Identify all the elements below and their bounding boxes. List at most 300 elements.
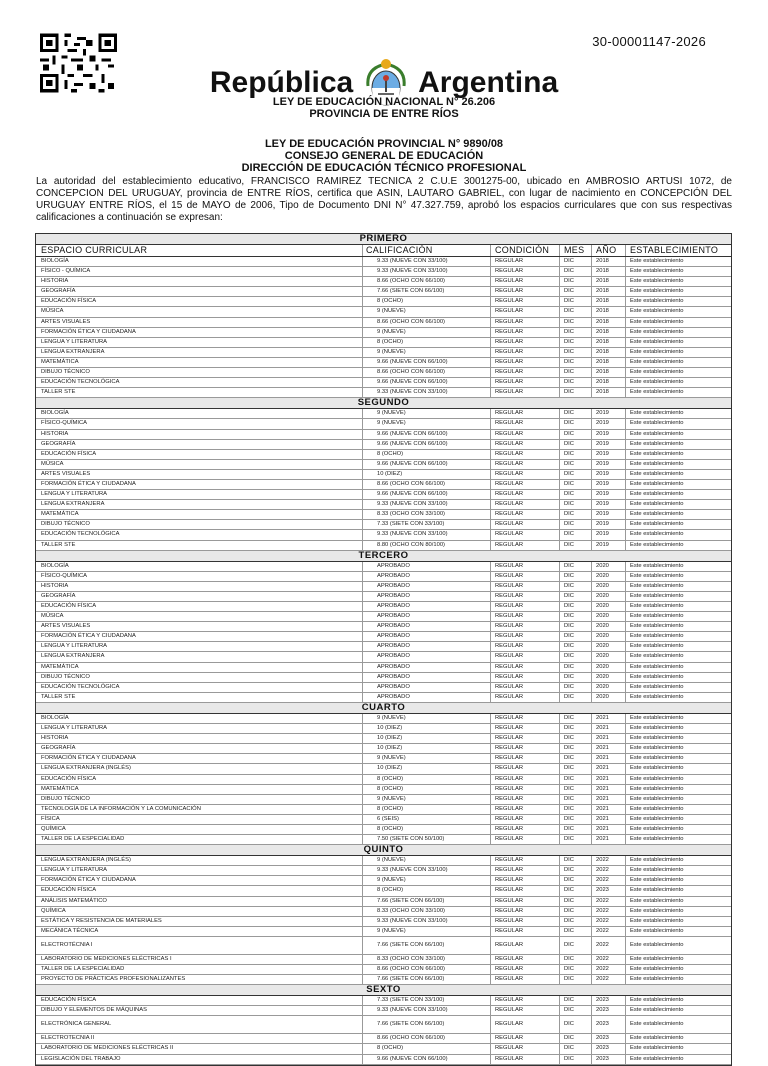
table-row [36,612,731,622]
month-cell: DIC [560,530,592,539]
condition-cell: REGULAR [491,754,560,763]
table-row [36,805,731,815]
month-cell: DIC [560,876,592,885]
table-row [36,652,731,662]
institution-cell: Este establecimiento [630,318,684,325]
year-cell: 2020 [592,652,626,661]
condition-cell: REGULAR [491,388,560,397]
table-row [36,480,731,490]
institution-cell: Este establecimiento [630,897,684,904]
condition-cell: REGULAR [491,764,560,773]
month-cell: DIC [560,257,592,266]
column-header: ESTABLECIMIENTO [630,245,719,255]
grades-table [35,233,732,1066]
grade-cell: 9.66 (NUEVE CON 66/100) [363,1055,491,1064]
grade-cell: 8.80 (OCHO CON 80/100) [363,541,491,550]
table-row [36,530,731,540]
institution-cell: Este establecimiento [630,1007,684,1014]
title-right: Argentina [418,66,559,99]
grade-cell: APROBADO [363,612,491,621]
grade-cell: 10 (DIEZ) [363,764,491,773]
grade-cell: 9.33 (NUEVE CON 33/100) [363,1006,491,1015]
condition-cell: REGULAR [491,277,560,286]
table-row [36,965,731,975]
grade-cell: 8.66 (OCHO CON 66/100) [363,318,491,327]
condition-cell: REGULAR [491,1006,560,1015]
institution-cell: Este establecimiento [630,765,684,772]
grade-cell: APROBADO [363,592,491,601]
year-cell: 2018 [592,348,626,357]
table-row [36,592,731,602]
grade-cell: 9.66 (NUEVE CON 66/100) [363,378,491,387]
grade-cell: 7.33 (SIETE CON 33/100) [363,996,491,1005]
grade-cell: 9.33 (NUEVE CON 33/100) [363,917,491,926]
institution-cell: Este establecimiento [630,268,684,275]
month-cell: DIC [560,642,592,651]
year-cell: 2023 [592,1044,626,1053]
year-cell: 2019 [592,541,626,550]
grade-cell: 8.33 (OCHO CON 33/100) [363,955,491,964]
month-cell: DIC [560,409,592,418]
provincial-law: LEY DE EDUCACIÓN PROVINCIAL N° 9890/08 [264,138,504,150]
condition-cell: REGULAR [491,866,560,875]
year-cell: 2020 [592,572,626,581]
subject-cell: ELECTROTECNIA II [36,1034,363,1043]
subject-cell: GEOGRAFÍA [36,744,363,753]
institution-cell: Este establecimiento [630,1035,684,1042]
institution-cell: Este establecimiento [630,927,684,934]
month-cell: DIC [560,917,592,926]
subject-cell: ARTES VISUALES [36,318,363,327]
grade-cell: 10 (DIEZ) [363,724,491,733]
subject-cell: FÍSICO-QUÍMICA [36,572,363,581]
subject-cell: LENGUA EXTRANJERA [36,348,363,357]
grade-cell: 9.33 (NUEVE CON 33/100) [363,257,491,266]
month-cell: DIC [560,996,592,1005]
subject-cell: MATEMÁTICA [36,358,363,367]
institution-cell: Este establecimiento [630,348,684,355]
institution-cell: Este establecimiento [630,693,684,700]
year-cell: 2020 [592,632,626,641]
condition-cell: REGULAR [491,440,560,449]
institution-cell: Este establecimiento [630,795,684,802]
month-cell: DIC [560,440,592,449]
year-cell: 2023 [592,1016,626,1033]
institution-cell: Este establecimiento [630,775,684,782]
institution-cell: Este establecimiento [630,755,684,762]
table-row [36,734,731,744]
table-row [36,632,731,642]
condition-cell: REGULAR [491,1055,560,1064]
grade-cell: 9.33 (NUEVE CON 33/100) [363,500,491,509]
table-row [36,866,731,876]
subject-cell: TALLER STE [36,541,363,550]
year-cell: 2022 [592,897,626,906]
table-row [36,876,731,886]
grade-cell: 9 (NUEVE) [363,419,491,428]
table-row [36,582,731,592]
condition-cell: REGULAR [491,965,560,974]
month-cell: DIC [560,277,592,286]
year-cell: 2019 [592,450,626,459]
table-row [36,358,731,368]
subject-cell: BIOLOGÍA [36,714,363,723]
year-cell: 2023 [592,886,626,895]
year-cell: 2019 [592,510,626,519]
year-cell: 2023 [592,1034,626,1043]
institution-cell: Este establecimiento [630,379,684,386]
month-cell: DIC [560,785,592,794]
table-row [36,602,731,612]
year-cell: 2021 [592,754,626,763]
condition-cell: REGULAR [491,734,560,743]
grade-cell: 8 (OCHO) [363,338,491,347]
subject-cell: DIBUJO TÉCNICO [36,368,363,377]
month-cell: DIC [560,907,592,916]
year-cell: 2021 [592,835,626,844]
column-header: ESPACIO CURRICULAR [36,245,363,256]
column-header: MES [560,245,592,256]
grade-cell: 9.66 (NUEVE CON 66/100) [363,430,491,439]
institution-cell: Este establecimiento [630,976,684,983]
institution-cell: Este establecimiento [630,501,684,508]
subject-cell: GEOGRAFÍA [36,287,363,296]
subject-cell: DIBUJO TÉCNICO [36,673,363,682]
grade-cell: 9 (NUEVE) [363,328,491,337]
condition-cell: REGULAR [491,338,560,347]
year-cell: 2018 [592,328,626,337]
year-cell: 2018 [592,277,626,286]
year-cell: 2021 [592,724,626,733]
direction-name: DIRECCIÓN DE EDUCACIÓN TÉCNICO PROFESIONAL [241,162,527,174]
subject-cell: EDUCACIÓN FÍSICA [36,886,363,895]
grade-cell: 9.66 (NUEVE CON 66/100) [363,440,491,449]
condition-cell: REGULAR [491,582,560,591]
institution-cell: Este establecimiento [630,511,684,518]
year-cell: 2021 [592,744,626,753]
month-cell: DIC [560,673,592,682]
table-row [36,775,731,785]
subject-cell: QUÍMICA [36,907,363,916]
institution-cell: Este establecimiento [630,531,684,538]
subject-cell: LENGUA Y LITERATURA [36,724,363,733]
month-cell: DIC [560,510,592,519]
grade-cell: 8 (OCHO) [363,297,491,306]
table-row [36,937,731,955]
institution-cell: Este establecimiento [630,836,684,843]
institution-cell: Este establecimiento [630,663,684,670]
table-row [36,1034,731,1044]
table-row [36,917,731,927]
institution-cell: Este establecimiento [630,714,684,721]
condition-cell: REGULAR [491,1016,560,1033]
institution-cell: Este establecimiento [630,867,684,874]
year-cell: 2021 [592,734,626,743]
grade-cell: 8.66 (OCHO CON 66/100) [363,965,491,974]
condition-cell: REGULAR [491,785,560,794]
condition-cell: REGULAR [491,714,560,723]
institution-cell: Este establecimiento [630,592,684,599]
month-cell: DIC [560,975,592,984]
subject-cell: HISTORIA [36,734,363,743]
condition-cell: REGULAR [491,307,560,316]
year-cell: 2020 [592,582,626,591]
month-cell: DIC [560,318,592,327]
table-row [36,490,731,500]
institution-cell: Este establecimiento [630,440,684,447]
table-row [36,795,731,805]
month-cell: DIC [560,348,592,357]
table-row [36,419,731,429]
institution-cell: Este establecimiento [630,1021,684,1028]
year-cell: 2023 [592,1055,626,1064]
grade-cell: 7.50 (SIETE CON 50/100) [363,835,491,844]
table-row [36,318,731,328]
grade-cell: 9.66 (NUEVE CON 66/100) [363,460,491,469]
subject-cell: EDUCACIÓN FÍSICA [36,996,363,1005]
grade-cell: 9 (NUEVE) [363,307,491,316]
grade-cell: 9 (NUEVE) [363,348,491,357]
month-cell: DIC [560,328,592,337]
subject-cell: MATEMÁTICA [36,785,363,794]
condition-cell: REGULAR [491,683,560,692]
page-title [0,56,768,99]
institution-cell: Este establecimiento [630,643,684,650]
month-cell: DIC [560,754,592,763]
table-row [36,825,731,835]
institution-cell: Este establecimiento [630,541,684,548]
subject-cell: MECÁNICA TÉCNICA [36,927,363,936]
subject-cell: FORMACIÓN ÉTICA Y CIUDADANA [36,876,363,885]
month-cell: DIC [560,825,592,834]
table-row [36,714,731,724]
month-cell: DIC [560,358,592,367]
table-row [36,470,731,480]
institution-cell: Este establecimiento [630,491,684,498]
grade-cell: 9.66 (NUEVE CON 66/100) [363,490,491,499]
subject-cell: LENGUA EXTRANJERA [36,652,363,661]
grade-cell: 9 (NUEVE) [363,856,491,865]
table-row [36,409,731,419]
table-row [36,500,731,510]
condition-cell: REGULAR [491,490,560,499]
month-cell: DIC [560,267,592,276]
grade-cell: APROBADO [363,572,491,581]
table-row [36,510,731,520]
institution-cell: Este establecimiento [630,369,684,376]
subject-cell: MÚSICA [36,307,363,316]
subject-cell: EDUCACIÓN FÍSICA [36,450,363,459]
table-row [36,460,731,470]
condition-cell: REGULAR [491,328,560,337]
grade-cell: 8.66 (OCHO CON 66/100) [363,368,491,377]
month-cell: DIC [560,1034,592,1043]
condition-cell: REGULAR [491,267,560,276]
month-cell: DIC [560,744,592,753]
table-row [36,663,731,673]
condition-cell: REGULAR [491,642,560,651]
month-cell: DIC [560,470,592,479]
subject-cell: LENGUA EXTRANJERA [36,500,363,509]
year-cell: 2018 [592,307,626,316]
institution-cell: Este establecimiento [630,673,684,680]
grade-cell: 7.66 (SIETE CON 66/100) [363,287,491,296]
subject-cell: FORMACIÓN ÉTICA Y CIUDADANA [36,480,363,489]
year-cell: 2020 [592,693,626,702]
column-header: CALIFICACIÓN [363,245,491,256]
institution-cell: Este establecimiento [630,877,684,884]
condition-cell: REGULAR [491,602,560,611]
institution-cell: Este establecimiento [630,410,684,417]
year-cell: 2019 [592,520,626,529]
title-left: República [209,66,354,99]
subject-cell: TALLER DE LA ESPECIALIDAD [36,965,363,974]
month-cell: DIC [560,460,592,469]
month-cell: DIC [560,592,592,601]
grade-cell: APROBADO [363,642,491,651]
month-cell: DIC [560,856,592,865]
table-row [36,724,731,734]
table-row [36,1044,731,1054]
month-cell: DIC [560,1044,592,1053]
year-cell: 2019 [592,480,626,489]
year-cell: 2022 [592,856,626,865]
year-cell: 2018 [592,358,626,367]
condition-cell: REGULAR [491,530,560,539]
month-cell: DIC [560,490,592,499]
year-cell: 2023 [592,996,626,1005]
table-row [36,368,731,378]
column-header: AÑO [592,245,626,256]
section-header: CUARTO [36,703,731,714]
subject-cell: HISTORIA [36,277,363,286]
institution-cell: Este establecimiento [630,887,684,894]
table-row [36,622,731,632]
month-cell: DIC [560,602,592,611]
section-header: SEGUNDO [36,398,731,409]
subject-cell: LABORATORIO DE MEDICIONES ELÉCTRICAS I [36,955,363,964]
year-cell: 2023 [592,1006,626,1015]
year-cell: 2018 [592,257,626,266]
table-row [36,1006,731,1016]
year-cell: 2022 [592,866,626,875]
national-law: LEY DE EDUCACIÓN NACIONAL N° 26.206 [272,96,496,108]
institution-cell: Este establecimiento [630,613,684,620]
year-cell: 2022 [592,907,626,916]
condition-cell: REGULAR [491,450,560,459]
condition-cell: REGULAR [491,652,560,661]
month-cell: DIC [560,612,592,621]
condition-cell: REGULAR [491,368,560,377]
subject-cell: FÍSICO-QUÍMICA [36,419,363,428]
condition-cell: REGULAR [491,744,560,753]
subject-cell: LENGUA EXTRANJERA (INGLÉS) [36,764,363,773]
month-cell: DIC [560,775,592,784]
grade-cell: APROBADO [363,652,491,661]
grade-cell: APROBADO [363,622,491,631]
institution-cell: Este establecimiento [630,572,684,579]
institution-cell: Este establecimiento [630,460,684,467]
subject-cell: GEOGRAFÍA [36,592,363,601]
institution-cell: Este establecimiento [630,633,684,640]
subject-cell: ARTES VISUALES [36,470,363,479]
condition-cell: REGULAR [491,297,560,306]
grade-cell: 10 (DIEZ) [363,734,491,743]
month-cell: DIC [560,866,592,875]
condition-cell: REGULAR [491,480,560,489]
month-cell: DIC [560,937,592,954]
grade-cell: 7.66 (SIETE CON 66/100) [363,937,491,954]
grade-cell: 9 (NUEVE) [363,754,491,763]
condition-cell: REGULAR [491,724,560,733]
grade-cell: 10 (DIEZ) [363,744,491,753]
month-cell: DIC [560,805,592,814]
year-cell: 2021 [592,714,626,723]
condition-cell: REGULAR [491,825,560,834]
grade-cell: 8.66 (OCHO CON 66/100) [363,480,491,489]
year-cell: 2019 [592,470,626,479]
condition-cell: REGULAR [491,257,560,266]
year-cell: 2018 [592,338,626,347]
section-header: QUINTO [36,845,731,856]
table-row [36,378,731,388]
column-header: CONDICIÓN [491,245,560,256]
grade-cell: 7.66 (SIETE CON 66/100) [363,975,491,984]
month-cell: DIC [560,734,592,743]
subject-cell: DIBUJO TÉCNICO [36,795,363,804]
condition-cell: REGULAR [491,419,560,428]
condition-cell: REGULAR [491,622,560,631]
institution-cell: Este establecimiento [630,298,684,305]
subject-cell: DIBUJO TÉCNICO [36,520,363,529]
condition-cell: REGULAR [491,430,560,439]
institution-cell: Este establecimiento [630,358,684,365]
institution-cell: Este establecimiento [630,308,684,315]
grade-cell: 7.66 (SIETE CON 66/100) [363,1016,491,1033]
institution-cell: Este establecimiento [630,288,684,295]
table-row [36,287,731,297]
table-row [36,907,731,917]
institution-cell: Este establecimiento [630,917,684,924]
institution-cell: Este establecimiento [630,941,684,948]
grade-cell: 8.66 (OCHO CON 66/100) [363,277,491,286]
condition-cell: REGULAR [491,886,560,895]
institution-cell: Este establecimiento [630,420,684,427]
year-cell: 2021 [592,815,626,824]
table-row [36,277,731,287]
subject-cell: ELECTROTÉCNIA I [36,937,363,954]
institution-cell: Este establecimiento [630,745,684,752]
grade-cell: 8 (OCHO) [363,785,491,794]
institution-cell: Este establecimiento [630,389,684,396]
year-cell: 2019 [592,440,626,449]
year-cell: 2018 [592,368,626,377]
institution-cell: Este establecimiento [630,825,684,832]
table-row [36,996,731,1006]
subject-cell: LEGISLACIÓN DEL TRABAJO [36,1055,363,1064]
year-cell: 2022 [592,955,626,964]
table-row [36,572,731,582]
month-cell: DIC [560,815,592,824]
institution-cell: Este establecimiento [630,450,684,457]
table-row [36,955,731,965]
grade-cell: 8.33 (OCHO CON 33/100) [363,510,491,519]
subject-cell: ESTÁTICA Y RESISTENCIA DE MATERIALES [36,917,363,926]
year-cell: 2021 [592,795,626,804]
grade-cell: 8 (OCHO) [363,825,491,834]
institution-cell: Este establecimiento [630,521,684,528]
subject-cell: BIOLOGÍA [36,409,363,418]
